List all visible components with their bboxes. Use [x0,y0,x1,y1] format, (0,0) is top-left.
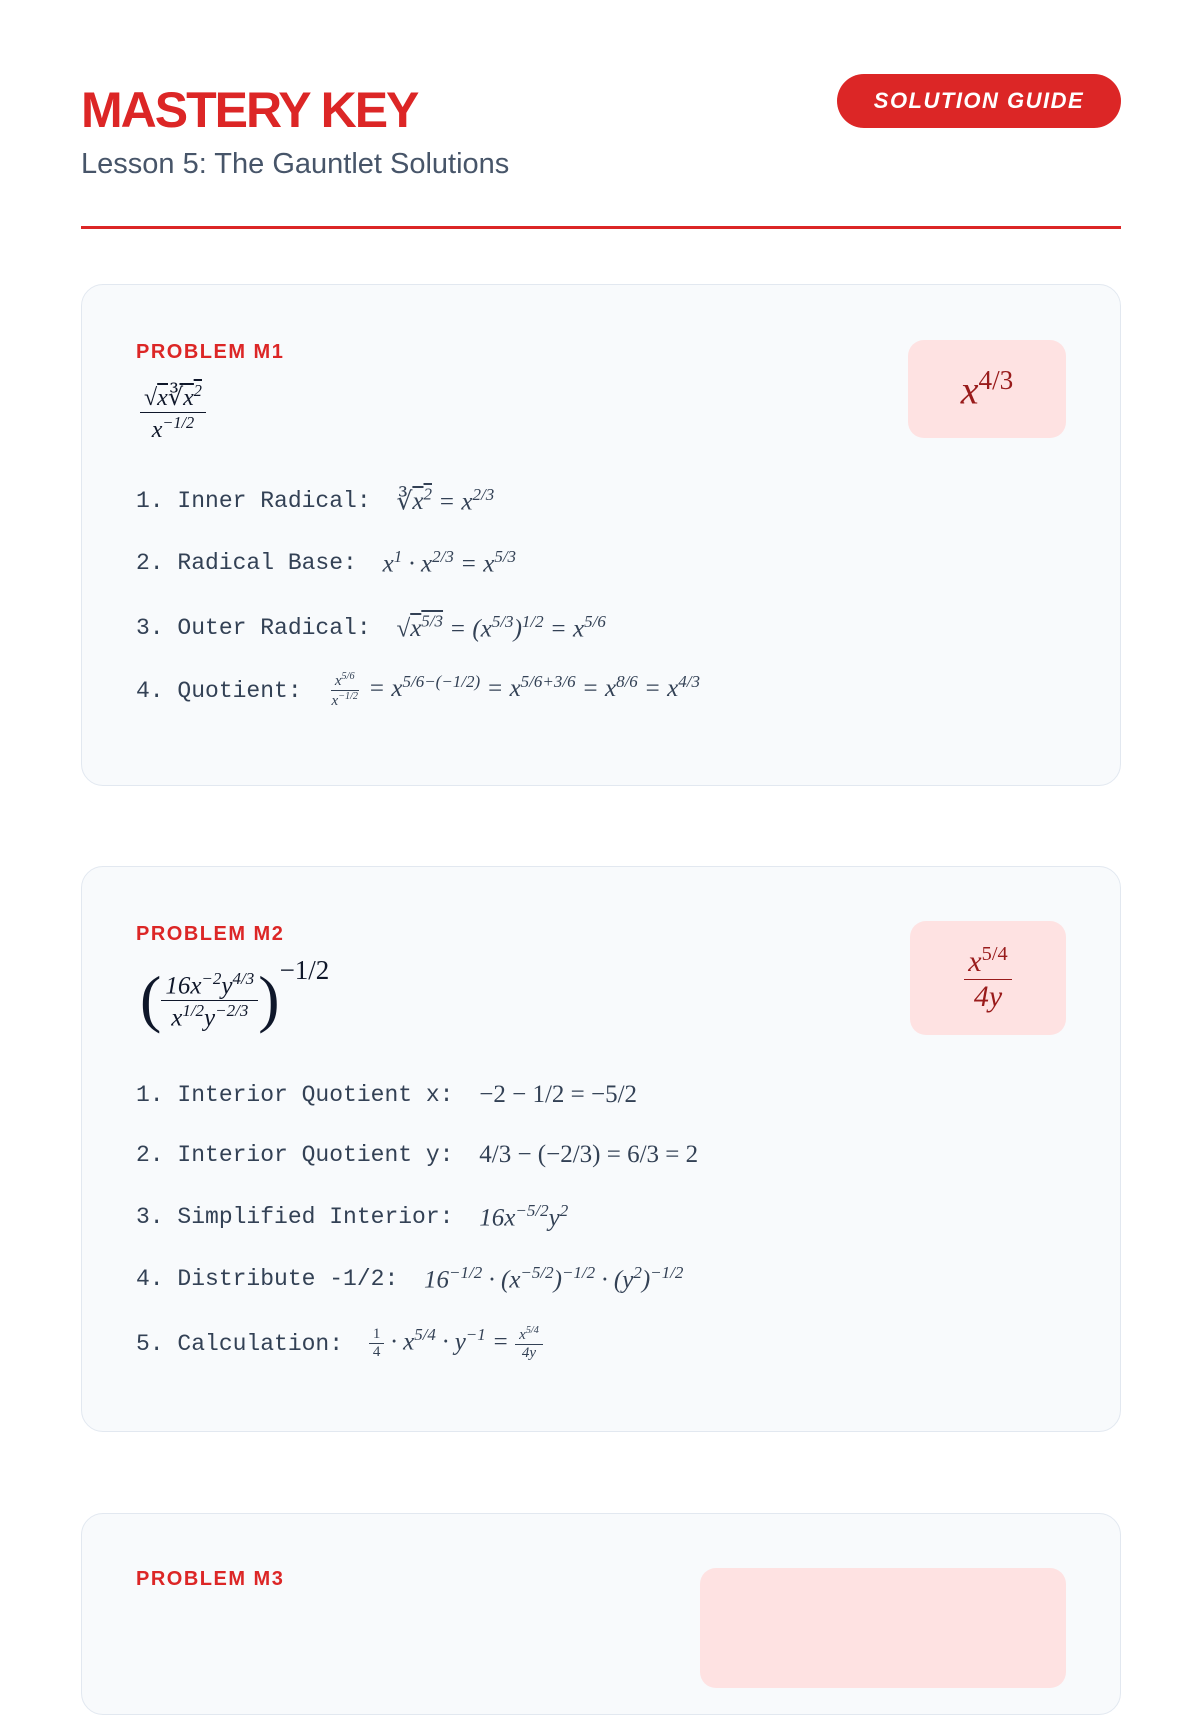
problem-label: PROBLEM M1 [136,341,285,363]
step-math: $√x^{5/3} = (x^{5/3})^{1/2} = x^{5/6}$ [396,612,606,643]
problem-expression: $\frac{√x∛x^2}{x^{-1/2}}$ [140,381,206,444]
problem-label: PROBLEM M2 [136,923,285,945]
problem-card-m2 [81,866,1121,1432]
answer-box [700,1568,1066,1688]
step-label: 2. Interior Quotient y: [136,1142,468,1168]
problem-card-m3 [81,1513,1121,1715]
step-label: 3. Simplified Interior: [136,1203,468,1230]
step-math: $\frac{x^{5/6}}{x^{-1/2}}$ = $x^{5/6-(-1/2)} = x^{5/6+3/6} = x^{8/6} = x^{4/3}$ [331,671,700,709]
header [81,0,1121,230]
step-item [136,1141,698,1169]
step-label: 1. Interior Quotient x: [136,1082,468,1108]
step-label: 2. Radical Base: [136,549,371,576]
problem-label: PROBLEM M3 [136,1568,285,1590]
answer-box: $x^{4/3}$ [908,340,1066,438]
step-item [136,1201,568,1232]
answer-box: $\frac{x^{5/4}}{4y}$ [910,921,1066,1035]
page-subtitle: Lesson 5: The Gauntlet Solutions [81,148,510,180]
step-math: $16^{-1/2} \cdot (x^{-5/2})^{-1/2} \cdot (y^2)^{-1/2}$ [424,1263,684,1294]
solution-guide-badge: SOLUTION GUIDE [837,74,1121,128]
page-title: MASTERY KEY [81,82,418,138]
step-label: 5. Calculation: [136,1330,357,1357]
step-math: $x^1 \cdot x^{2/3} = x^{5/3}$ [382,547,517,578]
step-item [136,547,516,578]
problem-card-m1 [81,284,1121,786]
step-math: $\frac{1}{4}$ · $x^{5/4} \cdot y^{-1}$ = $\frac{x^{5/4}}{4y}$ [369,1325,543,1362]
step-item [136,671,700,710]
page [81,0,1121,1590]
step-label: 4. Distribute -1/2: [136,1265,413,1292]
step-math: $16x^{-5/2}y^2$ [479,1201,569,1232]
step-math: −2 − 1/2 = −5/2 [479,1081,638,1108]
step-item [136,612,606,643]
step-item [136,1325,543,1362]
step-math: $∛x^2 = x^{2/3}$ [396,485,495,516]
header-divider [81,226,1121,229]
step-item [136,485,494,516]
step-item [136,1263,683,1294]
step-label: 1. Inner Radical: [136,487,385,514]
step-item [136,1081,637,1109]
step-math: 4/3 − (−2/3) = 6/3 = 2 [479,1141,699,1168]
step-label: 4. Quotient: [136,677,316,704]
step-label: 3. Outer Radical: [136,614,385,641]
problem-expression: ( $\frac{16x^{-2}y^{4/3}}{x^{1/2}y^{-2/3}}$ ) −1/2 [140,955,330,1034]
